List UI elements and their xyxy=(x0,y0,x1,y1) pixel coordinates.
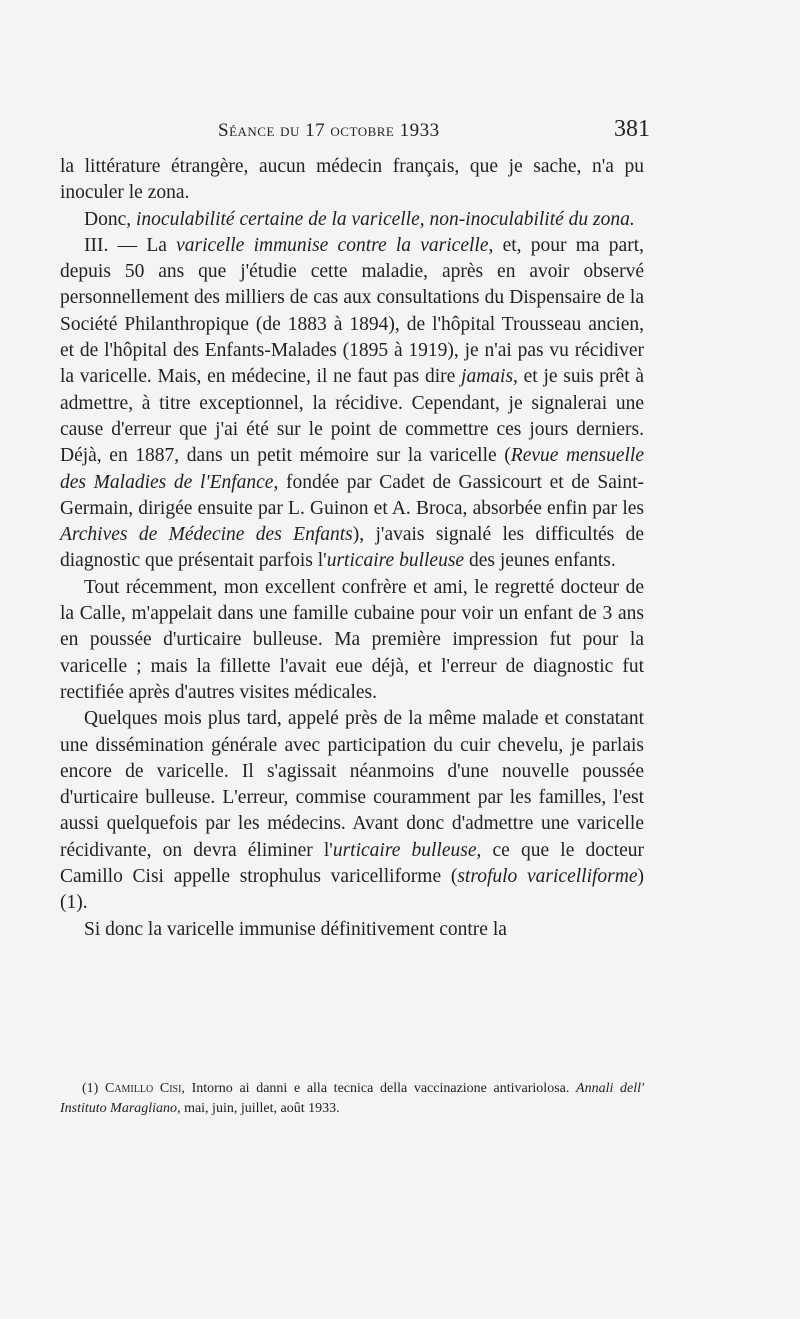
paragraph-3: III. — La varicelle immunise contre la varicelle, et, pour ma part, depuis 50 ans que j'étudie cette maladie, après en avoir observé personnellement des milliers de cas aux consultations du Dispensaire de la Société Philanthropique (de 1883 à 1894), de l'hôpital Trousseau ancien, et de l'hôpital des Enfants-Malades (1895 à 1919), je n'ai pas vu récidiver la varicelle. Mais, en médecine, il ne faut pas dire jamais, et je suis prêt à admettre, à titre exceptionnel, la récidive. Cependant, je signalerai une cause d'erreur que j'ai été sur le point de commettre ces jours derniers. Déjà, en 1887, dans un petit mémoire sur la varicelle (Revue mensuelle des Maladies de l'Enfance, fondée par Cadet de Gassicourt et de Saint-Germain, dirigée ensuite par L. Guinon et A. Broca, absorbée enfin par les Archives de Médecine des Enfants), j'avais signalé les difficultés de diagnostic que présentait parfois l'urticaire bulleuse des jeunes enfants. xyxy=(60,234,645,572)
page-number: 381 xyxy=(614,116,650,142)
page-header xyxy=(218,116,650,148)
running-title: Séance du 17 octobre 1933 xyxy=(218,120,440,141)
footnote-author: Camillo Cisi xyxy=(104,1081,182,1096)
body-text xyxy=(60,154,644,943)
footnote-1: (1) Camillo Cisi, Intorno ai danni e alla tecnica della vaccinazione antivariolosa. Annali dell' Instituto Maragliano, mai, juin, juillet, août 1933. xyxy=(60,1081,645,1116)
paragraph-6: Si donc la varicelle immunise définitivement contre la xyxy=(84,918,507,940)
footnotes xyxy=(60,1079,644,1119)
paragraph-4: Tout récemment, mon excellent confrère et ami, le regretté docteur de la Calle, m'appelait dans une famille cubaine pour voir un enfant de 3 ans en poussée d'urticaire bulleuse. Ma première impression fut pour la varicelle ; mais la fillette l'avait eue déjà, et l'erreur de diagnostic fut rectifiée après d'autres visites médicales. xyxy=(60,576,644,703)
paragraph-1: la littérature étrangère, aucun médecin français, que je sache, n'a pu inoculer le zona. xyxy=(60,156,644,204)
paragraph-5: Quelques mois plus tard, appelé près de la même malade et constatant une dissémination générale avec participation du cuir chevelu, je parlais encore de varicelle. Il s'agissait néanmoins d'une nouvelle poussée d'urticaire bulleuse. L'erreur, commise couramment par les familles, l'est aussi quelquefois par les médecins. Avant donc d'admettre une varicelle récidivante, on devra éliminer l'urticaire bulleuse, ce que le docteur Camillo Cisi appelle strophulus varicelliforme (strofulo varicelliforme) (1). xyxy=(60,708,644,914)
paragraph-2: Donc, inoculabilité certaine de la varicelle, non-inoculabilité du zona. xyxy=(84,208,635,230)
